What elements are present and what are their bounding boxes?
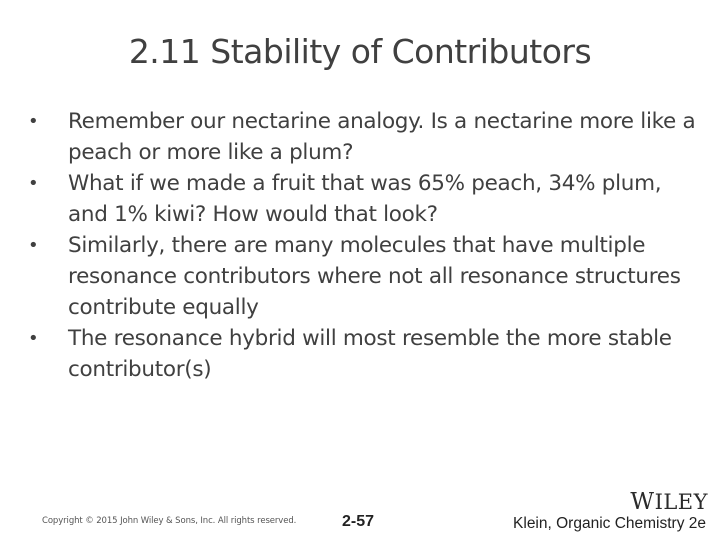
bullet-marker: • — [28, 111, 39, 132]
bullet-marker: • — [28, 235, 39, 256]
page-number: 2-57 — [342, 513, 375, 530]
bullet-marker: • — [28, 328, 39, 349]
bullet-list — [28, 106, 704, 385]
logo-initial: W — [630, 489, 655, 515]
bullet-item — [28, 106, 704, 168]
book-reference: Klein, Organic Chemistry 2e — [513, 515, 706, 532]
bullet-marker: • — [28, 173, 39, 194]
bullet-text: What if we made a fruit that was 65% peach, 34% plum, and 1% kiwi? How would that look? — [68, 171, 662, 227]
bullet-item — [28, 168, 704, 230]
bullet-text: Similarly, there are many molecules that have multiple resonance contributors where not all resonance structures contribute equally — [68, 233, 681, 320]
bullet-text: The resonance hybrid will most resemble the more stable contributor(s) — [68, 326, 672, 382]
bullet-item — [28, 323, 704, 385]
bullet-text: Remember our nectarine analogy. Is a nectarine more like a peach or more like a plum? — [68, 109, 696, 165]
logo-rest: ILEY — [654, 490, 708, 514]
bullet-item — [28, 230, 704, 323]
copyright-text: Copyright © 2015 John Wiley & Sons, Inc. All rights reserved. — [42, 516, 297, 526]
slide-title: 2.11 Stability of Contributors — [128, 32, 592, 71]
wiley-logo — [630, 489, 708, 515]
